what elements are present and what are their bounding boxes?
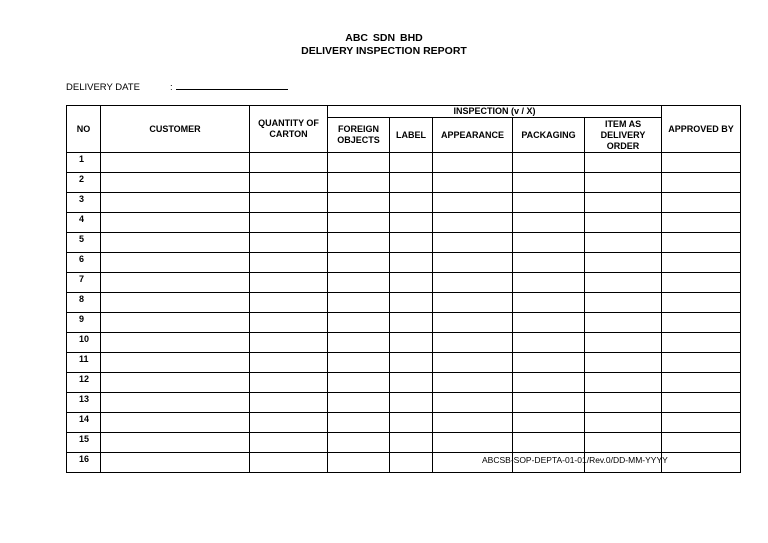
table-row	[67, 153, 741, 173]
packaging-cell[interactable]	[513, 273, 585, 293]
row-number: 13	[67, 393, 101, 413]
approved-by-cell[interactable]	[662, 253, 741, 273]
label-cell[interactable]	[390, 313, 433, 333]
quantity-cell[interactable]	[250, 353, 328, 373]
label-cell[interactable]	[390, 253, 433, 273]
quantity-cell[interactable]	[250, 313, 328, 333]
quantity-cell[interactable]	[250, 253, 328, 273]
quantity-cell[interactable]	[250, 433, 328, 453]
col-appearance-header: APPEARANCE	[433, 118, 513, 153]
label-cell[interactable]	[390, 293, 433, 313]
approved-by-cell[interactable]	[662, 353, 741, 373]
delivery-date-colon: :	[170, 82, 173, 93]
foreign-objects-cell[interactable]	[328, 333, 390, 353]
label-cell[interactable]	[390, 433, 433, 453]
label-cell[interactable]	[390, 213, 433, 233]
customer-cell[interactable]	[101, 153, 250, 173]
label-cell[interactable]	[390, 193, 433, 213]
quantity-cell[interactable]	[250, 333, 328, 353]
inspection-table	[66, 105, 741, 473]
customer-cell[interactable]	[101, 253, 250, 273]
quantity-cell[interactable]	[250, 233, 328, 253]
col-approved-by-header: APPROVED BY	[662, 106, 741, 153]
label-cell[interactable]	[390, 233, 433, 253]
table-row	[67, 273, 741, 293]
col-customer-header: CUSTOMER	[101, 106, 250, 153]
item-as-do-cell[interactable]	[585, 393, 662, 413]
appearance-cell[interactable]	[433, 233, 513, 253]
appearance-cell[interactable]	[433, 273, 513, 293]
appearance-cell[interactable]	[433, 213, 513, 233]
packaging-cell[interactable]	[513, 193, 585, 213]
label-cell[interactable]	[390, 273, 433, 293]
packaging-cell[interactable]	[513, 433, 585, 453]
row-number: 9	[67, 313, 101, 333]
approved-by-cell[interactable]	[662, 233, 741, 253]
packaging-cell[interactable]	[513, 393, 585, 413]
approved-by-cell[interactable]	[662, 393, 741, 413]
quantity-cell[interactable]	[250, 293, 328, 313]
row-number: 10	[67, 333, 101, 353]
customer-cell[interactable]	[101, 313, 250, 333]
row-number: 7	[67, 273, 101, 293]
item-as-do-cell[interactable]	[585, 233, 662, 253]
customer-cell[interactable]	[101, 273, 250, 293]
packaging-cell[interactable]	[513, 153, 585, 173]
quantity-cell[interactable]	[250, 373, 328, 393]
foreign-objects-cell[interactable]	[328, 433, 390, 453]
approved-by-cell[interactable]	[662, 413, 741, 433]
approved-by-cell[interactable]	[662, 173, 741, 193]
foreign-objects-cell[interactable]	[328, 453, 390, 473]
foreign-objects-cell[interactable]	[328, 173, 390, 193]
label-cell[interactable]	[390, 413, 433, 433]
item-as-do-cell[interactable]	[585, 193, 662, 213]
row-number: 11	[67, 353, 101, 373]
customer-cell[interactable]	[101, 333, 250, 353]
col-quantity-header: QUANTITY OF CARTON	[250, 106, 328, 153]
delivery-date-label: DELIVERY DATE	[66, 82, 140, 93]
packaging-cell[interactable]	[513, 313, 585, 333]
packaging-cell[interactable]	[513, 353, 585, 373]
appearance-cell[interactable]	[433, 293, 513, 313]
col-no-header: NO	[67, 106, 101, 153]
packaging-cell[interactable]	[513, 293, 585, 313]
col-inspection-group-header: INSPECTION (v / X)	[328, 106, 662, 118]
quantity-cell[interactable]	[250, 213, 328, 233]
col-label-header: LABEL	[390, 118, 433, 153]
foreign-objects-cell[interactable]	[328, 353, 390, 373]
quantity-cell[interactable]	[250, 413, 328, 433]
row-number: 4	[67, 213, 101, 233]
item-as-do-cell[interactable]	[585, 413, 662, 433]
packaging-cell[interactable]	[513, 333, 585, 353]
row-number: 3	[67, 193, 101, 213]
packaging-cell[interactable]	[513, 233, 585, 253]
customer-cell[interactable]	[101, 173, 250, 193]
item-as-do-cell[interactable]	[585, 173, 662, 193]
row-number: 16	[67, 453, 101, 473]
table-row	[67, 413, 741, 433]
foreign-objects-cell[interactable]	[328, 253, 390, 273]
table-row	[67, 233, 741, 253]
item-as-do-cell[interactable]	[585, 353, 662, 373]
approved-by-cell[interactable]	[662, 313, 741, 333]
customer-cell[interactable]	[101, 213, 250, 233]
appearance-cell[interactable]	[433, 433, 513, 453]
customer-cell[interactable]	[101, 453, 250, 473]
col-foreign-objects-header: FOREIGN OBJECTS	[328, 118, 390, 153]
packaging-cell[interactable]	[513, 373, 585, 393]
table-row	[67, 293, 741, 313]
table-body	[67, 153, 741, 473]
quantity-cell[interactable]	[250, 273, 328, 293]
table-row	[67, 313, 741, 333]
foreign-objects-cell[interactable]	[328, 153, 390, 173]
foreign-objects-cell[interactable]	[328, 413, 390, 433]
delivery-date-row	[66, 80, 288, 93]
customer-cell[interactable]	[101, 393, 250, 413]
report-header	[0, 32, 768, 58]
report-title: DELIVERY INSPECTION REPORT	[301, 45, 467, 57]
table-row	[67, 193, 741, 213]
customer-cell[interactable]	[101, 193, 250, 213]
appearance-cell[interactable]	[433, 313, 513, 333]
item-as-do-cell[interactable]	[585, 273, 662, 293]
label-cell[interactable]	[390, 173, 433, 193]
appearance-cell[interactable]	[433, 413, 513, 433]
item-as-do-cell[interactable]	[585, 373, 662, 393]
row-number: 8	[67, 293, 101, 313]
approved-by-cell[interactable]	[662, 373, 741, 393]
appearance-cell[interactable]	[433, 253, 513, 273]
appearance-cell[interactable]	[433, 353, 513, 373]
foreign-objects-cell[interactable]	[328, 293, 390, 313]
quantity-cell[interactable]	[250, 393, 328, 413]
item-as-do-cell[interactable]	[585, 333, 662, 353]
item-as-do-cell[interactable]	[585, 433, 662, 453]
table-row	[67, 213, 741, 233]
packaging-cell[interactable]	[513, 173, 585, 193]
customer-cell[interactable]	[101, 233, 250, 253]
approved-by-cell[interactable]	[662, 153, 741, 173]
table-row	[67, 373, 741, 393]
table-row	[67, 173, 741, 193]
quantity-cell[interactable]	[250, 153, 328, 173]
customer-cell[interactable]	[101, 373, 250, 393]
label-cell[interactable]	[390, 373, 433, 393]
label-cell[interactable]	[390, 453, 433, 473]
delivery-date-field[interactable]	[176, 80, 288, 90]
table-row	[67, 353, 741, 373]
customer-cell[interactable]	[101, 413, 250, 433]
item-as-do-cell[interactable]	[585, 213, 662, 233]
label-cell[interactable]	[390, 353, 433, 373]
foreign-objects-cell[interactable]	[328, 313, 390, 333]
quantity-cell[interactable]	[250, 453, 328, 473]
row-number: 12	[67, 373, 101, 393]
appearance-cell[interactable]	[433, 153, 513, 173]
row-number: 14	[67, 413, 101, 433]
table-row	[67, 333, 741, 353]
item-as-do-cell[interactable]	[585, 253, 662, 273]
customer-cell[interactable]	[101, 353, 250, 373]
foreign-objects-cell[interactable]	[328, 193, 390, 213]
packaging-cell[interactable]	[513, 213, 585, 233]
label-cell[interactable]	[390, 153, 433, 173]
foreign-objects-cell[interactable]	[328, 393, 390, 413]
approved-by-cell[interactable]	[662, 273, 741, 293]
appearance-cell[interactable]	[433, 333, 513, 353]
row-number: 2	[67, 173, 101, 193]
col-item-as-do-header: ITEM AS DELIVERY ORDER	[585, 118, 662, 153]
item-as-do-cell[interactable]	[585, 313, 662, 333]
foreign-objects-cell[interactable]	[328, 373, 390, 393]
approved-by-cell[interactable]	[662, 433, 741, 453]
document-code: ABCSB-SOP-DEPTA-01-01/Rev.0/DD-MM-YYYY	[482, 455, 668, 465]
col-packaging-header: PACKAGING	[513, 118, 585, 153]
company-name: ABC SDN BHD	[345, 32, 423, 44]
appearance-cell[interactable]	[433, 393, 513, 413]
label-cell[interactable]	[390, 333, 433, 353]
customer-cell[interactable]	[101, 433, 250, 453]
foreign-objects-cell[interactable]	[328, 273, 390, 293]
approved-by-cell[interactable]	[662, 293, 741, 313]
row-number: 5	[67, 233, 101, 253]
appearance-cell[interactable]	[433, 173, 513, 193]
quantity-cell[interactable]	[250, 193, 328, 213]
approved-by-cell[interactable]	[662, 453, 741, 473]
packaging-cell[interactable]	[513, 413, 585, 433]
approved-by-cell[interactable]	[662, 333, 741, 353]
row-number: 6	[67, 253, 101, 273]
appearance-cell[interactable]	[433, 193, 513, 213]
customer-cell[interactable]	[101, 293, 250, 313]
table-row	[67, 433, 741, 453]
quantity-cell[interactable]	[250, 173, 328, 193]
row-number: 1	[67, 153, 101, 173]
approved-by-cell[interactable]	[662, 193, 741, 213]
item-as-do-cell[interactable]	[585, 153, 662, 173]
foreign-objects-cell[interactable]	[328, 233, 390, 253]
appearance-cell[interactable]	[433, 373, 513, 393]
foreign-objects-cell[interactable]	[328, 213, 390, 233]
table-row	[67, 253, 741, 273]
label-cell[interactable]	[390, 393, 433, 413]
packaging-cell[interactable]	[513, 253, 585, 273]
row-number: 15	[67, 433, 101, 453]
table-row	[67, 393, 741, 413]
item-as-do-cell[interactable]	[585, 293, 662, 313]
approved-by-cell[interactable]	[662, 213, 741, 233]
